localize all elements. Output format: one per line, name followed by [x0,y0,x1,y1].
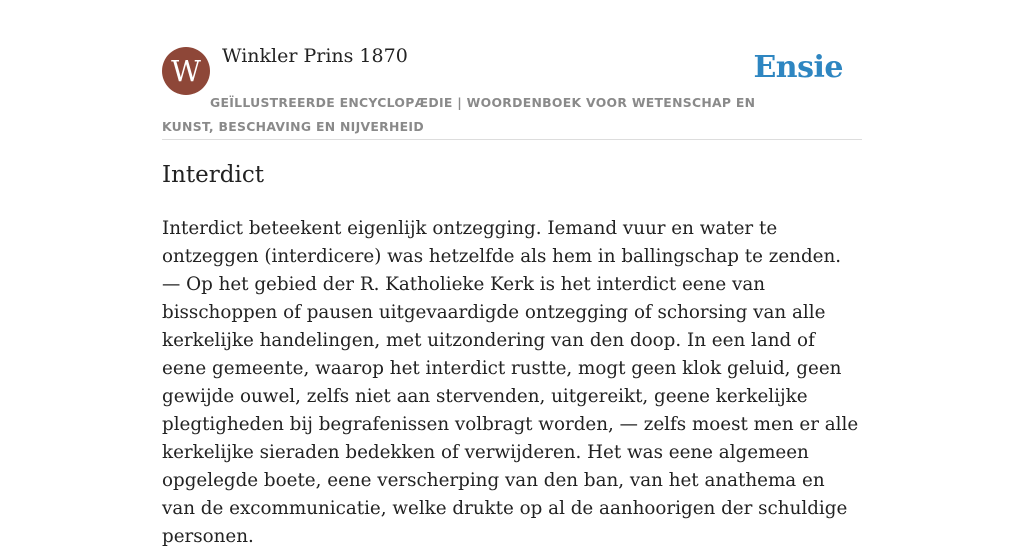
entry-title: Interdict [162,162,264,188]
source-title[interactable]: Winkler Prins 1870 [222,45,408,67]
ensie-logo[interactable]: Ensie [753,50,843,85]
entry-body: Interdict beteekent eigenlijk ontzegging. Iemand vuur en water te ontzeggen (interdicere) was hetzelfde als hem in ballingschap te zenden. — Op het gebied der R. Katholieke Kerk is het interdict eene van bisschoppen of pausen uitgevaardigde ontzegging of schorsing van alle kerkelijke handelingen, met uitzondering van den doop. In een land of eene gemeente, waarop het interdict rustte, mogt geen klok geluid, geen gewijde ouwel, zelfs niet aan stervenden, uitgereikt, geene kerkelijke plegtigheden bij begrafenissen volbragt worden, — zelfs moest men er alle kerkelijke sieraden bedekken of verwijderen. Het was eene algemeen opgelegde boete, eene verscherping van den ban, van het anathema en van de excommunicatie, welke drukte op al de aanhoorigen der schuldige personen. [162,218,859,547]
source-avatar[interactable]: W [162,47,210,95]
header-divider [162,139,862,140]
source-subtitle: GEÏLLUSTREERDE ENCYCLOPÆDIE | WOORDENBOEK VOOR WETENSCHAP EN KUNST, BESCHAVING EN NIJVERHEID [162,95,756,134]
